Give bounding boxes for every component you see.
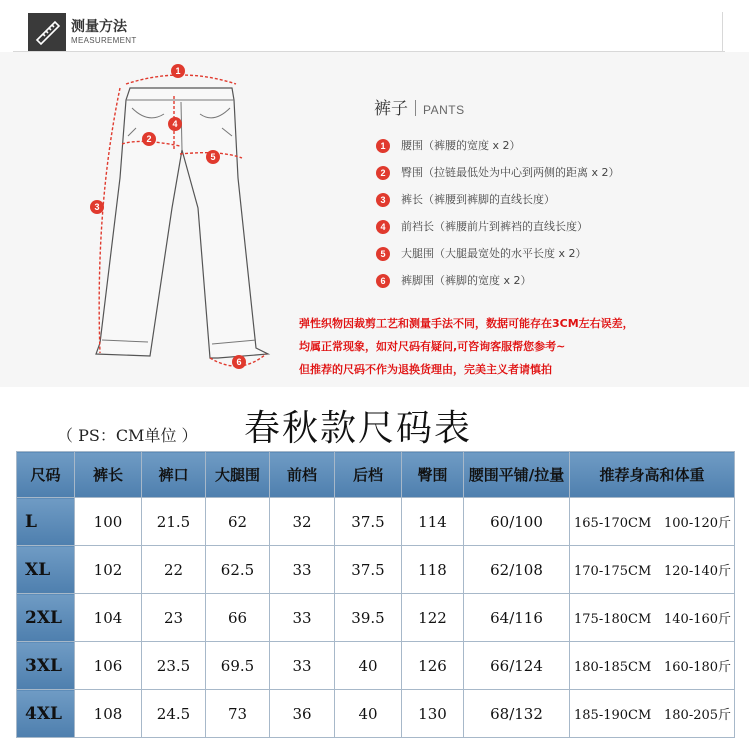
back-rise-cell: 37.5 — [335, 546, 402, 594]
table-row — [17, 498, 735, 546]
measurement-header — [13, 12, 725, 52]
list-item — [376, 245, 587, 261]
rec-height: 170-175CM — [574, 564, 652, 579]
size-cell: L — [17, 498, 75, 546]
rec-weight: 120-140斤 — [664, 564, 732, 579]
measurement-text: 裤脚围（裤脚的宽度 x 2） — [401, 274, 532, 287]
svg-text:5: 5 — [210, 152, 216, 162]
back-rise-cell: 40 — [335, 642, 402, 690]
svg-text:6: 6 — [236, 357, 242, 367]
thigh-cell: 66 — [206, 594, 270, 642]
length-cell: 102 — [75, 546, 142, 594]
table-header-row — [17, 452, 735, 498]
return-note: 但推荐的尺码不作为退换货理由，完美主义者请慎拍 — [299, 363, 552, 376]
svg-text:1: 1 — [175, 66, 181, 76]
header-title-en: MEASUREMENT — [71, 36, 137, 45]
length-cell: 104 — [75, 594, 142, 642]
hip-cell: 126 — [402, 642, 464, 690]
pants-title-en: PANTS — [423, 103, 465, 117]
back-rise-cell: 37.5 — [335, 498, 402, 546]
size-cell: 4XL — [17, 690, 75, 738]
size-cell: XL — [17, 546, 75, 594]
recommend-cell — [570, 690, 735, 738]
number-badge: 1 — [376, 139, 390, 153]
svg-text:3: 3 — [94, 202, 100, 212]
header-size: 尺码 — [17, 452, 75, 498]
thigh-cell: 62 — [206, 498, 270, 546]
size-cell: 2XL — [17, 594, 75, 642]
waist-cell: 60/100 — [464, 498, 570, 546]
leg-opening-cell: 23 — [142, 594, 206, 642]
rec-height: 185-190CM — [574, 708, 652, 723]
table-row — [17, 594, 735, 642]
length-cell: 108 — [75, 690, 142, 738]
measurement-text: 裤长（裤腰到裤脚的直线长度） — [401, 193, 555, 206]
size-cell: 3XL — [17, 642, 75, 690]
number-badge: 3 — [376, 193, 390, 207]
hip-cell: 114 — [402, 498, 464, 546]
unit-note: （ PS：CM单位 ） — [57, 426, 198, 445]
header-hip: 臀围 — [402, 452, 464, 498]
thigh-cell: 62.5 — [206, 546, 270, 594]
number-badge: 6 — [376, 274, 390, 288]
recommend-cell — [570, 546, 735, 594]
measurement-text: 臀围（拉链最低处为中心到两侧的距离 x 2） — [401, 166, 620, 179]
table-row — [17, 690, 735, 738]
back-rise-cell: 39.5 — [335, 594, 402, 642]
front-rise-cell: 32 — [270, 498, 335, 546]
leg-opening-cell: 23.5 — [142, 642, 206, 690]
thigh-cell: 73 — [206, 690, 270, 738]
waist-cell: 64/116 — [464, 594, 570, 642]
ruler-logo-icon — [28, 13, 66, 51]
number-badge: 5 — [376, 247, 390, 261]
svg-text:4: 4 — [172, 119, 178, 129]
list-item — [376, 137, 521, 153]
header-waist: 腰围平铺/拉量 — [464, 452, 570, 498]
number-badge: 4 — [376, 220, 390, 234]
number-badge: 2 — [376, 166, 390, 180]
pants-title — [374, 94, 465, 119]
header-recommend: 推荐身高和体重 — [570, 452, 735, 498]
table-row — [17, 642, 735, 690]
header-length: 裤长 — [75, 452, 142, 498]
header-leg-opening: 裤口 — [142, 452, 206, 498]
list-item — [376, 272, 532, 288]
header-title-cn: 测量方法 — [71, 19, 127, 35]
hip-cell: 122 — [402, 594, 464, 642]
size-table — [16, 451, 735, 738]
size-chart-title: 春秋款尺码表 — [244, 408, 473, 449]
length-cell: 100 — [75, 498, 142, 546]
title-divider — [415, 100, 416, 116]
header-thigh: 大腿围 — [206, 452, 270, 498]
rec-height: 180-185CM — [574, 660, 652, 675]
rec-height: 175-180CM — [574, 612, 652, 627]
thigh-cell: 69.5 — [206, 642, 270, 690]
error-note: 弹性织物因裁剪工艺和测量手法不同，数据可能存在3CM左右误差， — [299, 317, 634, 330]
pants-diagram-icon — [60, 58, 290, 378]
pants-title-cn: 裤子 — [374, 99, 408, 119]
recommend-cell — [570, 498, 735, 546]
waist-cell: 62/108 — [464, 546, 570, 594]
front-rise-cell: 36 — [270, 690, 335, 738]
measurement-text: 大腿围（大腿最宽处的水平长度 x 2） — [401, 247, 587, 260]
front-rise-cell: 33 — [270, 642, 335, 690]
rec-weight: 100-120斤 — [664, 516, 732, 531]
hip-cell: 130 — [402, 690, 464, 738]
leg-opening-cell: 21.5 — [142, 498, 206, 546]
front-rise-cell: 33 — [270, 594, 335, 642]
svg-text:2: 2 — [146, 134, 152, 144]
list-item — [376, 164, 620, 180]
rec-weight: 140-160斤 — [664, 612, 732, 627]
table-row — [17, 546, 735, 594]
front-rise-cell: 33 — [270, 546, 335, 594]
leg-opening-cell: 22 — [142, 546, 206, 594]
measurement-text: 腰围（裤腰的宽度 x 2） — [401, 139, 521, 152]
header-front-rise: 前档 — [270, 452, 335, 498]
hip-cell: 118 — [402, 546, 464, 594]
recommend-cell — [570, 642, 735, 690]
header-divider — [722, 12, 723, 52]
rec-weight: 180-205斤 — [664, 708, 732, 723]
back-rise-cell: 40 — [335, 690, 402, 738]
list-item — [376, 218, 588, 234]
rec-height: 165-170CM — [574, 516, 652, 531]
normal-note: 均属正常现象，如对尺码有疑问,可咨询客服帮您参考~ — [299, 340, 566, 353]
leg-opening-cell: 24.5 — [142, 690, 206, 738]
header-back-rise: 后档 — [335, 452, 402, 498]
recommend-cell — [570, 594, 735, 642]
measurement-text: 前裆长（裤腰前片到裤裆的直线长度） — [401, 220, 588, 233]
rec-weight: 160-180斤 — [664, 660, 732, 675]
waist-cell: 68/132 — [464, 690, 570, 738]
waist-cell: 66/124 — [464, 642, 570, 690]
list-item — [376, 191, 555, 207]
length-cell: 106 — [75, 642, 142, 690]
